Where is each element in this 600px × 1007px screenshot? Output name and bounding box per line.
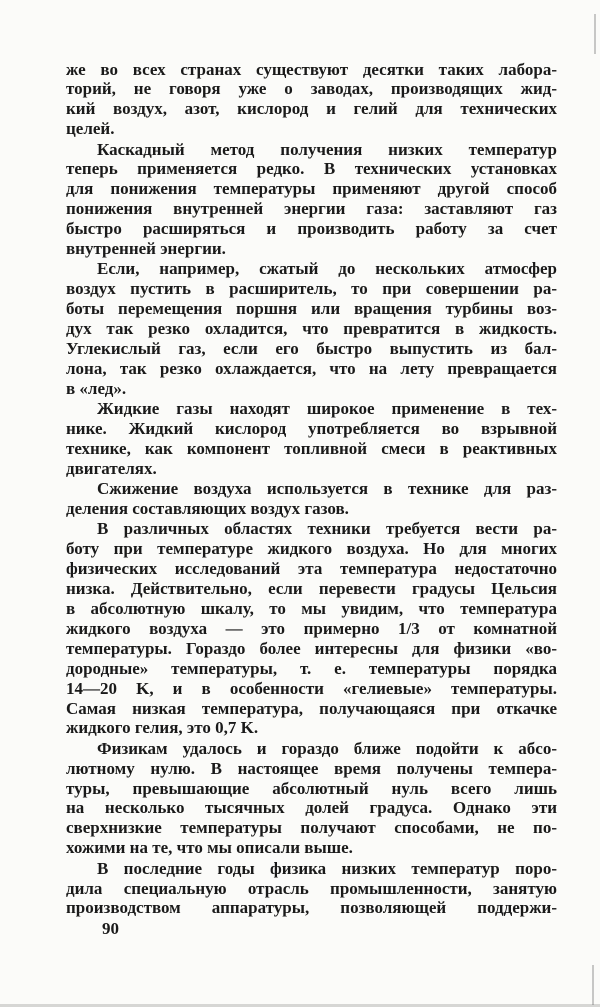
text-line: температуры. Гораздо более интересны для физики «во- [66,638,557,658]
text-line: в «лед». [66,378,127,398]
text-line: лютному нулю. В настоящее время получены темпера- [66,758,557,778]
text-line: дила специальную отрасль промышленности, занятую [66,878,557,898]
text-line: в абсолютную шкалу, то мы увидим, что температура [66,599,557,619]
text-line: внутренней энергии. [66,239,226,259]
text-line: теперь применяется редко. В технических установках [66,159,557,179]
text-line: нике. Жидкий кислород употребляется во взрывной [66,419,557,439]
text-line: сверхнизкие температуры получают способами, не по- [66,818,557,838]
text-line: лона, так резко охлаждается, что на лету превращается [66,358,557,378]
text-line: Каскадный метод получения низких температур [97,139,557,159]
text-line: Самая низкая температура, получающаяся при откачке [66,698,557,718]
page-body [66,59,557,918]
text-line: технике, как компонент топливной смеси в реактивных [66,438,557,458]
text-line: Углекислый газ, если его быстро выпустить из бал- [66,338,557,358]
paragraph [66,739,557,858]
text-line: для понижения температуры применяют другой способ [66,179,557,199]
paragraph [66,399,557,479]
text-line: 14—20 K, и в особенности «гелиевые» температуры. [66,678,557,698]
text-line: Если, например, сжатый до нескольких атмосфер [97,259,557,279]
paragraph [66,859,557,919]
paragraph [66,140,557,259]
text-line: жидкого воздуха — это примерно 1/3 от комнатной [66,618,557,638]
paragraph [66,479,557,519]
text-line: дородные» температуры, т. е. температуры порядка [66,658,557,678]
text-line: же во всех странах существуют десятки таких лабора- [66,59,557,79]
text-line: Сжижение воздуха используется в технике для раз- [97,479,557,499]
text-line: торий, не говоря уже о заводах, производящих жид- [66,79,557,99]
text-line: деления составляющих воздух газов. [66,499,349,519]
text-line: боты перемещения поршня или вращения турбины воз- [66,299,557,319]
text-line: целей. [66,119,115,139]
text-line: воздух пустить в расширитель, то при совершении ра- [66,279,557,299]
text-line: В последние годы физика низких температур поро- [97,858,557,878]
text-line: низка. Действительно, если перевести градусы Цельсия [66,579,557,599]
text-line: туры, превышающие абсолютный нуль всего лишь [66,778,557,798]
text-line: кий воздух, азот, кислород и гелий для технических [66,99,557,119]
text-line: физических исследований эта температура недостаточно [66,559,557,579]
paragraph [66,519,557,738]
text-line: двигателях. [66,458,157,478]
text-line: производством аппаратуры, позволяющей поддержи- [66,898,557,918]
text-line: быстро расширяться и производить работу за счет [66,219,557,239]
text-line: понижения внутренней энергии газа: заставляют газ [66,199,557,219]
scan-edge-mark [594,14,596,54]
text-line: дух так резко охладится, что превратится в жидкость. [66,319,557,339]
paragraph [66,60,557,140]
scan-edge-mark [592,965,594,1005]
page-number: 90 [102,919,119,938]
text-line: Жидкие газы находят широкое применение в тех- [97,399,557,419]
text-line: на несколько тысячных долей градуса. Однако эти [66,798,557,818]
text-line: В различных областях техники требуется вести ра- [97,519,557,539]
text-line: Физикам удалось и гораздо ближе подойти к абсо- [97,738,557,758]
text-line: хожими на те, что мы описали выше. [66,838,353,858]
text-line: боту при температуре жидкого воздуха. Но для многих [66,539,557,559]
paragraph [66,259,557,398]
text-line: жидкого гелия, это 0,7 K. [66,718,259,738]
